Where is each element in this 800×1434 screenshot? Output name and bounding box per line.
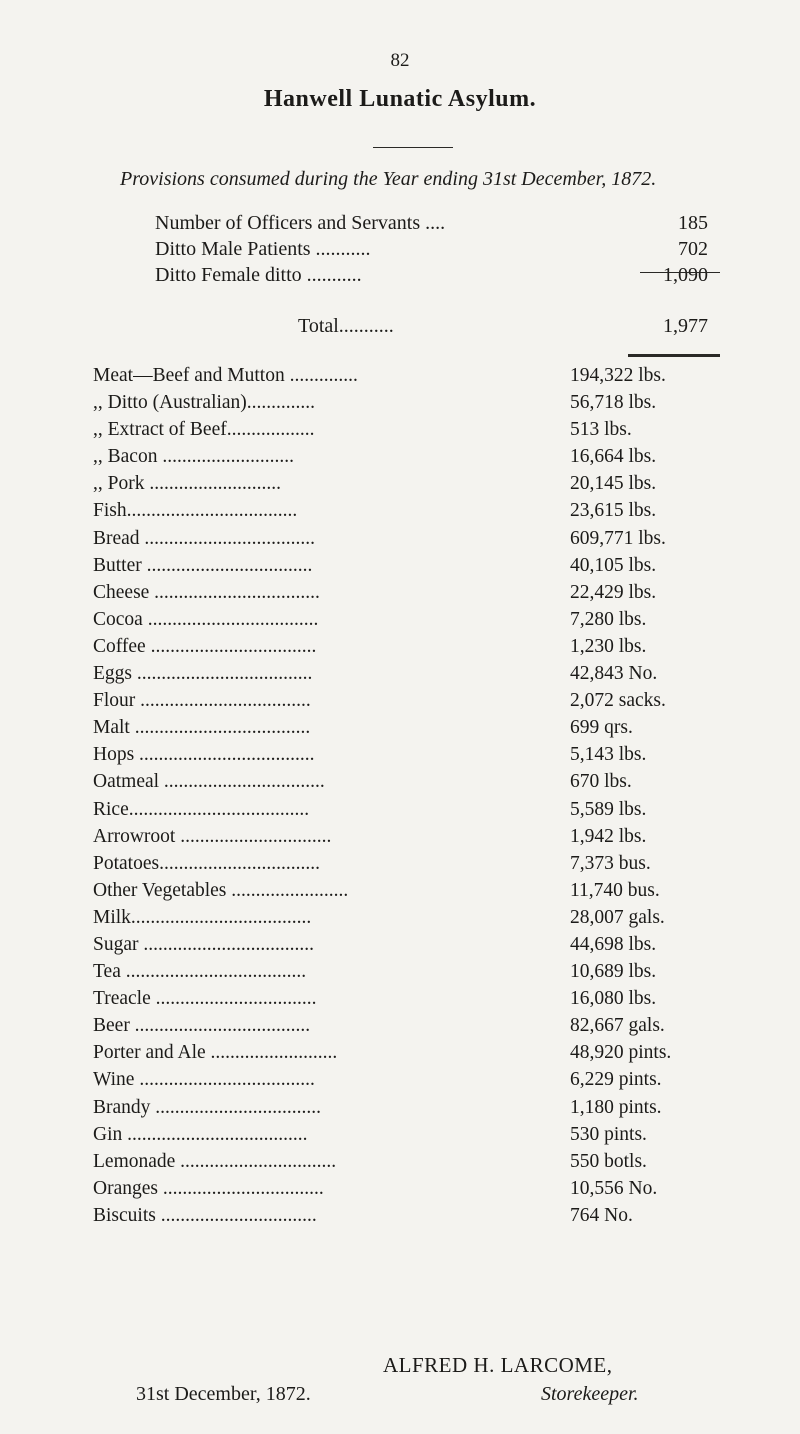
- page-number: 82: [390, 50, 410, 71]
- list-item: [93, 687, 800, 714]
- item-name: Potatoes.................................: [93, 852, 320, 874]
- summary-value: 1,977: [663, 315, 708, 337]
- item-quantity: 513 lbs.: [570, 419, 632, 441]
- list-item: [93, 362, 800, 389]
- item-quantity: 550 botls.: [570, 1150, 647, 1172]
- list-item: [93, 497, 800, 524]
- item-name: Fish...................................: [93, 500, 298, 522]
- list-item: [93, 904, 800, 931]
- item-name: Rice.....................................: [93, 798, 310, 820]
- heading-divider: [373, 147, 453, 148]
- list-item: [93, 633, 800, 660]
- summary-value: 1,090: [663, 264, 708, 286]
- item-quantity: 6,229 pints.: [570, 1069, 662, 1091]
- item-quantity: 23,615 lbs.: [570, 500, 657, 522]
- item-name: Sugar ...................................: [93, 933, 314, 955]
- summary-row-officers: [0, 212, 800, 240]
- item-name: Brandy ..................................: [93, 1096, 322, 1118]
- summary-label: Ditto Female ditto ...........: [155, 264, 362, 286]
- item-quantity: 7,373 bus.: [570, 852, 651, 874]
- provisions-list: [93, 362, 800, 1229]
- item-name: Butter ..................................: [93, 554, 313, 576]
- list-item: [93, 443, 800, 470]
- list-item: [93, 850, 800, 877]
- item-name: ,, Ditto (Australian)..............: [93, 392, 316, 414]
- item-quantity: 699 qrs.: [570, 717, 633, 739]
- item-quantity: 42,843 No.: [570, 663, 658, 685]
- list-item: [93, 1039, 800, 1066]
- item-name: Beer ....................................: [93, 1015, 311, 1037]
- page-heading: Hanwell Lunatic Asylum.: [263, 86, 537, 112]
- item-quantity: 10,689 lbs.: [570, 961, 657, 983]
- signatory-role: Storekeeper.: [541, 1383, 639, 1405]
- list-item: [93, 1121, 800, 1148]
- list-item: [93, 768, 800, 795]
- item-name: Lemonade ................................: [93, 1150, 337, 1172]
- item-name: Meat—Beef and Mutton ..............: [93, 365, 358, 386]
- summary-row-total: [0, 315, 800, 343]
- item-name: Biscuits ................................: [93, 1204, 317, 1226]
- item-quantity: 11,740 bus.: [570, 879, 660, 901]
- list-item: [93, 552, 800, 579]
- item-name: Coffee ..................................: [93, 635, 317, 657]
- list-item: [93, 958, 800, 985]
- item-name: Malt ....................................: [93, 717, 311, 739]
- summary-row-female: [0, 264, 800, 292]
- list-item: [93, 823, 800, 850]
- item-name: Bread ...................................: [93, 527, 316, 549]
- summary-value: 702: [678, 238, 708, 260]
- item-quantity: 2,072 sacks.: [570, 690, 666, 712]
- item-quantity: 44,698 lbs.: [570, 933, 657, 955]
- summary-row-male: [0, 238, 800, 266]
- summary-label: Number of Officers and Servants ....: [155, 212, 446, 234]
- list-item: [93, 1094, 800, 1121]
- summary-label: Total...........: [298, 315, 394, 337]
- list-item: [93, 389, 800, 416]
- item-quantity: 609,771 lbs.: [570, 527, 666, 549]
- item-name: Gin .....................................: [93, 1123, 308, 1145]
- list-item: [93, 525, 800, 552]
- item-quantity: 7,280 lbs.: [570, 608, 647, 630]
- item-name: ,, Bacon ...........................: [93, 446, 294, 468]
- signatory-name: ALFRED H. LARCOME,: [383, 1353, 613, 1377]
- summary-label: Ditto Male Patients ...........: [155, 238, 371, 260]
- item-name: Milk.....................................: [93, 906, 312, 928]
- item-name: ,, Extract of Beef..................: [93, 419, 315, 441]
- list-item: [93, 741, 800, 768]
- item-quantity: 82,667 gals.: [570, 1015, 665, 1037]
- item-quantity: 10,556 No.: [570, 1177, 658, 1199]
- item-quantity: 5,143 lbs.: [570, 744, 647, 766]
- summary-divider: [640, 272, 720, 273]
- item-quantity: 40,105 lbs.: [570, 554, 657, 576]
- item-name: Arrowroot ...............................: [93, 825, 332, 847]
- item-name: Wine ....................................: [93, 1069, 315, 1091]
- item-quantity: 530 pints.: [570, 1123, 647, 1145]
- item-name: Eggs ....................................: [93, 663, 313, 685]
- item-quantity: 194,322 lbs.: [570, 365, 666, 386]
- item-quantity: 56,718 lbs.: [570, 392, 657, 414]
- item-name: Flour ...................................: [93, 690, 311, 712]
- table-subtitle: Provisions consumed during the Year ending 31st December, 1872.: [120, 168, 657, 190]
- list-item: [93, 579, 800, 606]
- item-name: ,, Pork ...........................: [93, 473, 281, 495]
- list-item: [93, 470, 800, 497]
- item-name: Tea .....................................: [93, 961, 307, 983]
- list-item: [93, 606, 800, 633]
- item-name: Treacle .................................: [93, 988, 317, 1010]
- item-quantity: 22,429 lbs.: [570, 581, 657, 603]
- list-item: [93, 1012, 800, 1039]
- item-name: Cocoa ...................................: [93, 608, 319, 630]
- signature-date: 31st December, 1872.: [136, 1383, 311, 1405]
- item-quantity: 16,664 lbs.: [570, 446, 657, 468]
- list-item: [93, 931, 800, 958]
- item-quantity: 1,942 lbs.: [570, 825, 647, 847]
- item-name: Oranges .................................: [93, 1177, 324, 1199]
- list-item: [93, 877, 800, 904]
- list-item: [93, 985, 800, 1012]
- item-quantity: 20,145 lbs.: [570, 473, 657, 495]
- item-quantity: 16,080 lbs.: [570, 988, 657, 1010]
- item-quantity: 5,589 lbs.: [570, 798, 647, 820]
- list-item: [93, 1066, 800, 1093]
- item-quantity: 1,180 pints.: [570, 1096, 662, 1118]
- item-name: Hops ....................................: [93, 744, 315, 766]
- list-item: [93, 416, 800, 443]
- list-item: [93, 1148, 800, 1175]
- item-name: Other Vegetables ........................: [93, 879, 349, 901]
- summary-value: 185: [678, 212, 708, 234]
- list-item: [93, 714, 800, 741]
- item-quantity: 764 No.: [570, 1204, 633, 1226]
- item-quantity: 28,007 gals.: [570, 906, 665, 928]
- item-name: Cheese ..................................: [93, 581, 320, 603]
- total-divider: [628, 354, 720, 357]
- list-item: [93, 1175, 800, 1202]
- item-name: Oatmeal .................................: [93, 771, 325, 793]
- item-quantity: 670 lbs.: [570, 771, 632, 793]
- item-name: Porter and Ale ..........................: [93, 1042, 338, 1064]
- list-item: [93, 1202, 800, 1229]
- item-quantity: 48,920 pints.: [570, 1042, 672, 1064]
- list-item: [93, 660, 800, 687]
- list-item: [93, 796, 800, 823]
- item-quantity: 1,230 lbs.: [570, 635, 647, 657]
